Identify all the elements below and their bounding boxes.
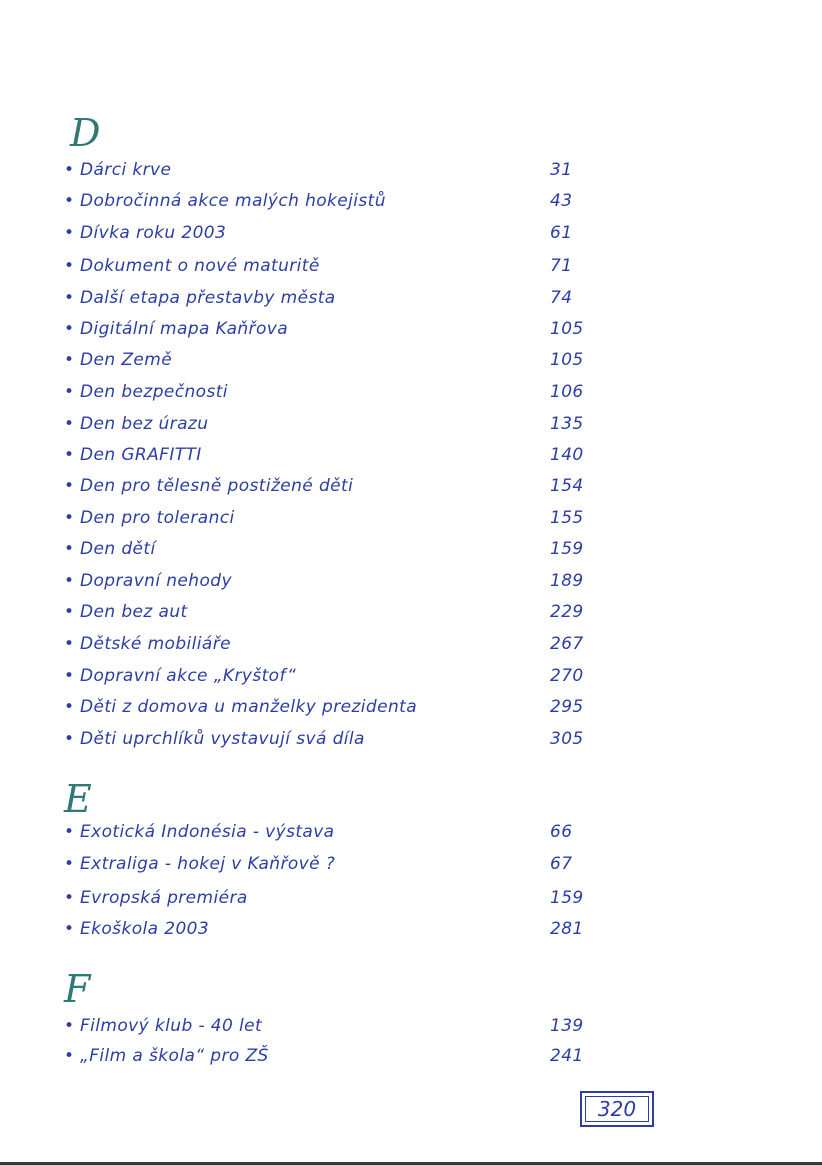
entry-title: Dětské mobiliáře	[80, 634, 231, 654]
index-entry	[64, 219, 604, 247]
bullet: •	[64, 1046, 75, 1066]
entry-page: 159	[550, 888, 584, 908]
bullet: •	[64, 288, 75, 308]
index-entry	[64, 598, 604, 626]
entry-page: 270	[550, 666, 584, 686]
entry-page: 135	[550, 414, 584, 434]
index-entry	[64, 1012, 604, 1040]
entry-page: 305	[550, 729, 584, 749]
page-number-box	[580, 1091, 654, 1127]
entry-title: Dívka roku 2003	[80, 223, 227, 243]
entry-page: 189	[550, 571, 584, 591]
bullet: •	[64, 414, 75, 434]
entry-title: Dopravní akce „Kryštof“	[80, 666, 297, 686]
entry-page: 241	[550, 1046, 584, 1066]
bullet: •	[64, 445, 75, 465]
entry-title: Den pro tělesně postižené děti	[80, 476, 354, 496]
index-entry	[64, 1042, 604, 1070]
entry-title: Další etapa přestavby města	[80, 288, 336, 308]
entry-title: Evropská premiéra	[80, 888, 248, 908]
index-entry	[64, 504, 604, 532]
entry-page: 31	[550, 160, 573, 180]
entry-page: 105	[550, 319, 584, 339]
index-entry	[64, 884, 604, 912]
index-entry	[64, 818, 604, 846]
index-entry	[64, 725, 604, 753]
bullet: •	[64, 1016, 75, 1036]
entry-title: Den GRAFITTI	[80, 445, 202, 465]
entry-page: 106	[550, 382, 584, 402]
bullet: •	[64, 382, 75, 402]
entry-title: Dokument o nové maturitě	[80, 256, 320, 276]
entry-title: Digitální mapa Kaňřova	[80, 319, 289, 339]
page-number: 320	[597, 1097, 637, 1121]
index-entry	[64, 187, 604, 215]
index-entry	[64, 410, 604, 438]
section-letter-d: D	[70, 111, 101, 155]
bullet: •	[64, 919, 75, 939]
entry-page: 74	[550, 288, 573, 308]
entry-title: Ekoškola 2003	[80, 919, 210, 939]
entry-title: Dopravní nehody	[80, 571, 232, 591]
entry-title: Den bez aut	[80, 602, 188, 622]
index-entry	[64, 915, 604, 943]
index-entry	[64, 346, 604, 374]
bullet: •	[64, 476, 75, 496]
entry-title: Den pro toleranci	[80, 508, 235, 528]
entry-page: 61	[550, 223, 573, 243]
index-entry	[64, 850, 604, 878]
entry-page: 267	[550, 634, 584, 654]
index-entry	[64, 252, 604, 280]
index-entry	[64, 441, 604, 469]
entry-page: 43	[550, 191, 573, 211]
section-letter-e: E	[64, 777, 92, 821]
entry-title: Extraliga - hokej v Kaňřově ?	[80, 854, 336, 874]
entry-title: Děti z domova u manželky prezidenta	[80, 697, 418, 717]
bullet: •	[64, 666, 75, 686]
bullet: •	[64, 223, 75, 243]
entry-title: Den dětí	[80, 539, 156, 559]
entry-page: 281	[550, 919, 584, 939]
bullet: •	[64, 634, 75, 654]
bullet: •	[64, 571, 75, 591]
entry-title: Den bez úrazu	[80, 414, 209, 434]
entry-page: 105	[550, 350, 584, 370]
entry-page: 229	[550, 602, 584, 622]
bullet: •	[64, 191, 75, 211]
index-entry	[64, 315, 604, 343]
bullet: •	[64, 508, 75, 528]
entry-page: 71	[550, 256, 573, 276]
index-entry	[64, 535, 604, 563]
entry-page: 159	[550, 539, 584, 559]
index-entry	[64, 156, 604, 184]
bullet: •	[64, 160, 75, 180]
bullet: •	[64, 822, 75, 842]
index-entry	[64, 630, 604, 658]
bullet: •	[64, 539, 75, 559]
entry-title: Exotická Indonésia - výstava	[80, 822, 335, 842]
bullet: •	[64, 729, 75, 749]
entry-title: Den Země	[80, 350, 173, 370]
section-letter-f: F	[64, 967, 91, 1011]
entry-title: Den bezpečnosti	[80, 382, 228, 402]
entry-page: 67	[550, 854, 573, 874]
bullet: •	[64, 350, 75, 370]
index-entry	[64, 693, 604, 721]
bullet: •	[64, 697, 75, 717]
entry-title: „Film a škola“ pro ZŠ	[80, 1046, 269, 1066]
index-entry	[64, 662, 604, 690]
entry-page: 140	[550, 445, 584, 465]
entry-page: 295	[550, 697, 584, 717]
entry-page: 139	[550, 1016, 584, 1036]
entry-title: Dárci krve	[80, 160, 172, 180]
index-entry	[64, 378, 604, 406]
bullet: •	[64, 854, 75, 874]
entry-title: Filmový klub - 40 let	[80, 1016, 263, 1036]
bullet: •	[64, 602, 75, 622]
bullet: •	[64, 888, 75, 908]
entry-title: Dobročinná akce malých hokejistů	[80, 191, 386, 211]
entry-page: 155	[550, 508, 584, 528]
entry-page: 66	[550, 822, 573, 842]
bullet: •	[64, 256, 75, 276]
index-entry	[64, 567, 604, 595]
bullet: •	[64, 319, 75, 339]
entry-page: 154	[550, 476, 584, 496]
index-entry	[64, 472, 604, 500]
index-entry	[64, 284, 604, 312]
entry-title: Děti uprchlíků vystavují svá díla	[80, 729, 365, 749]
